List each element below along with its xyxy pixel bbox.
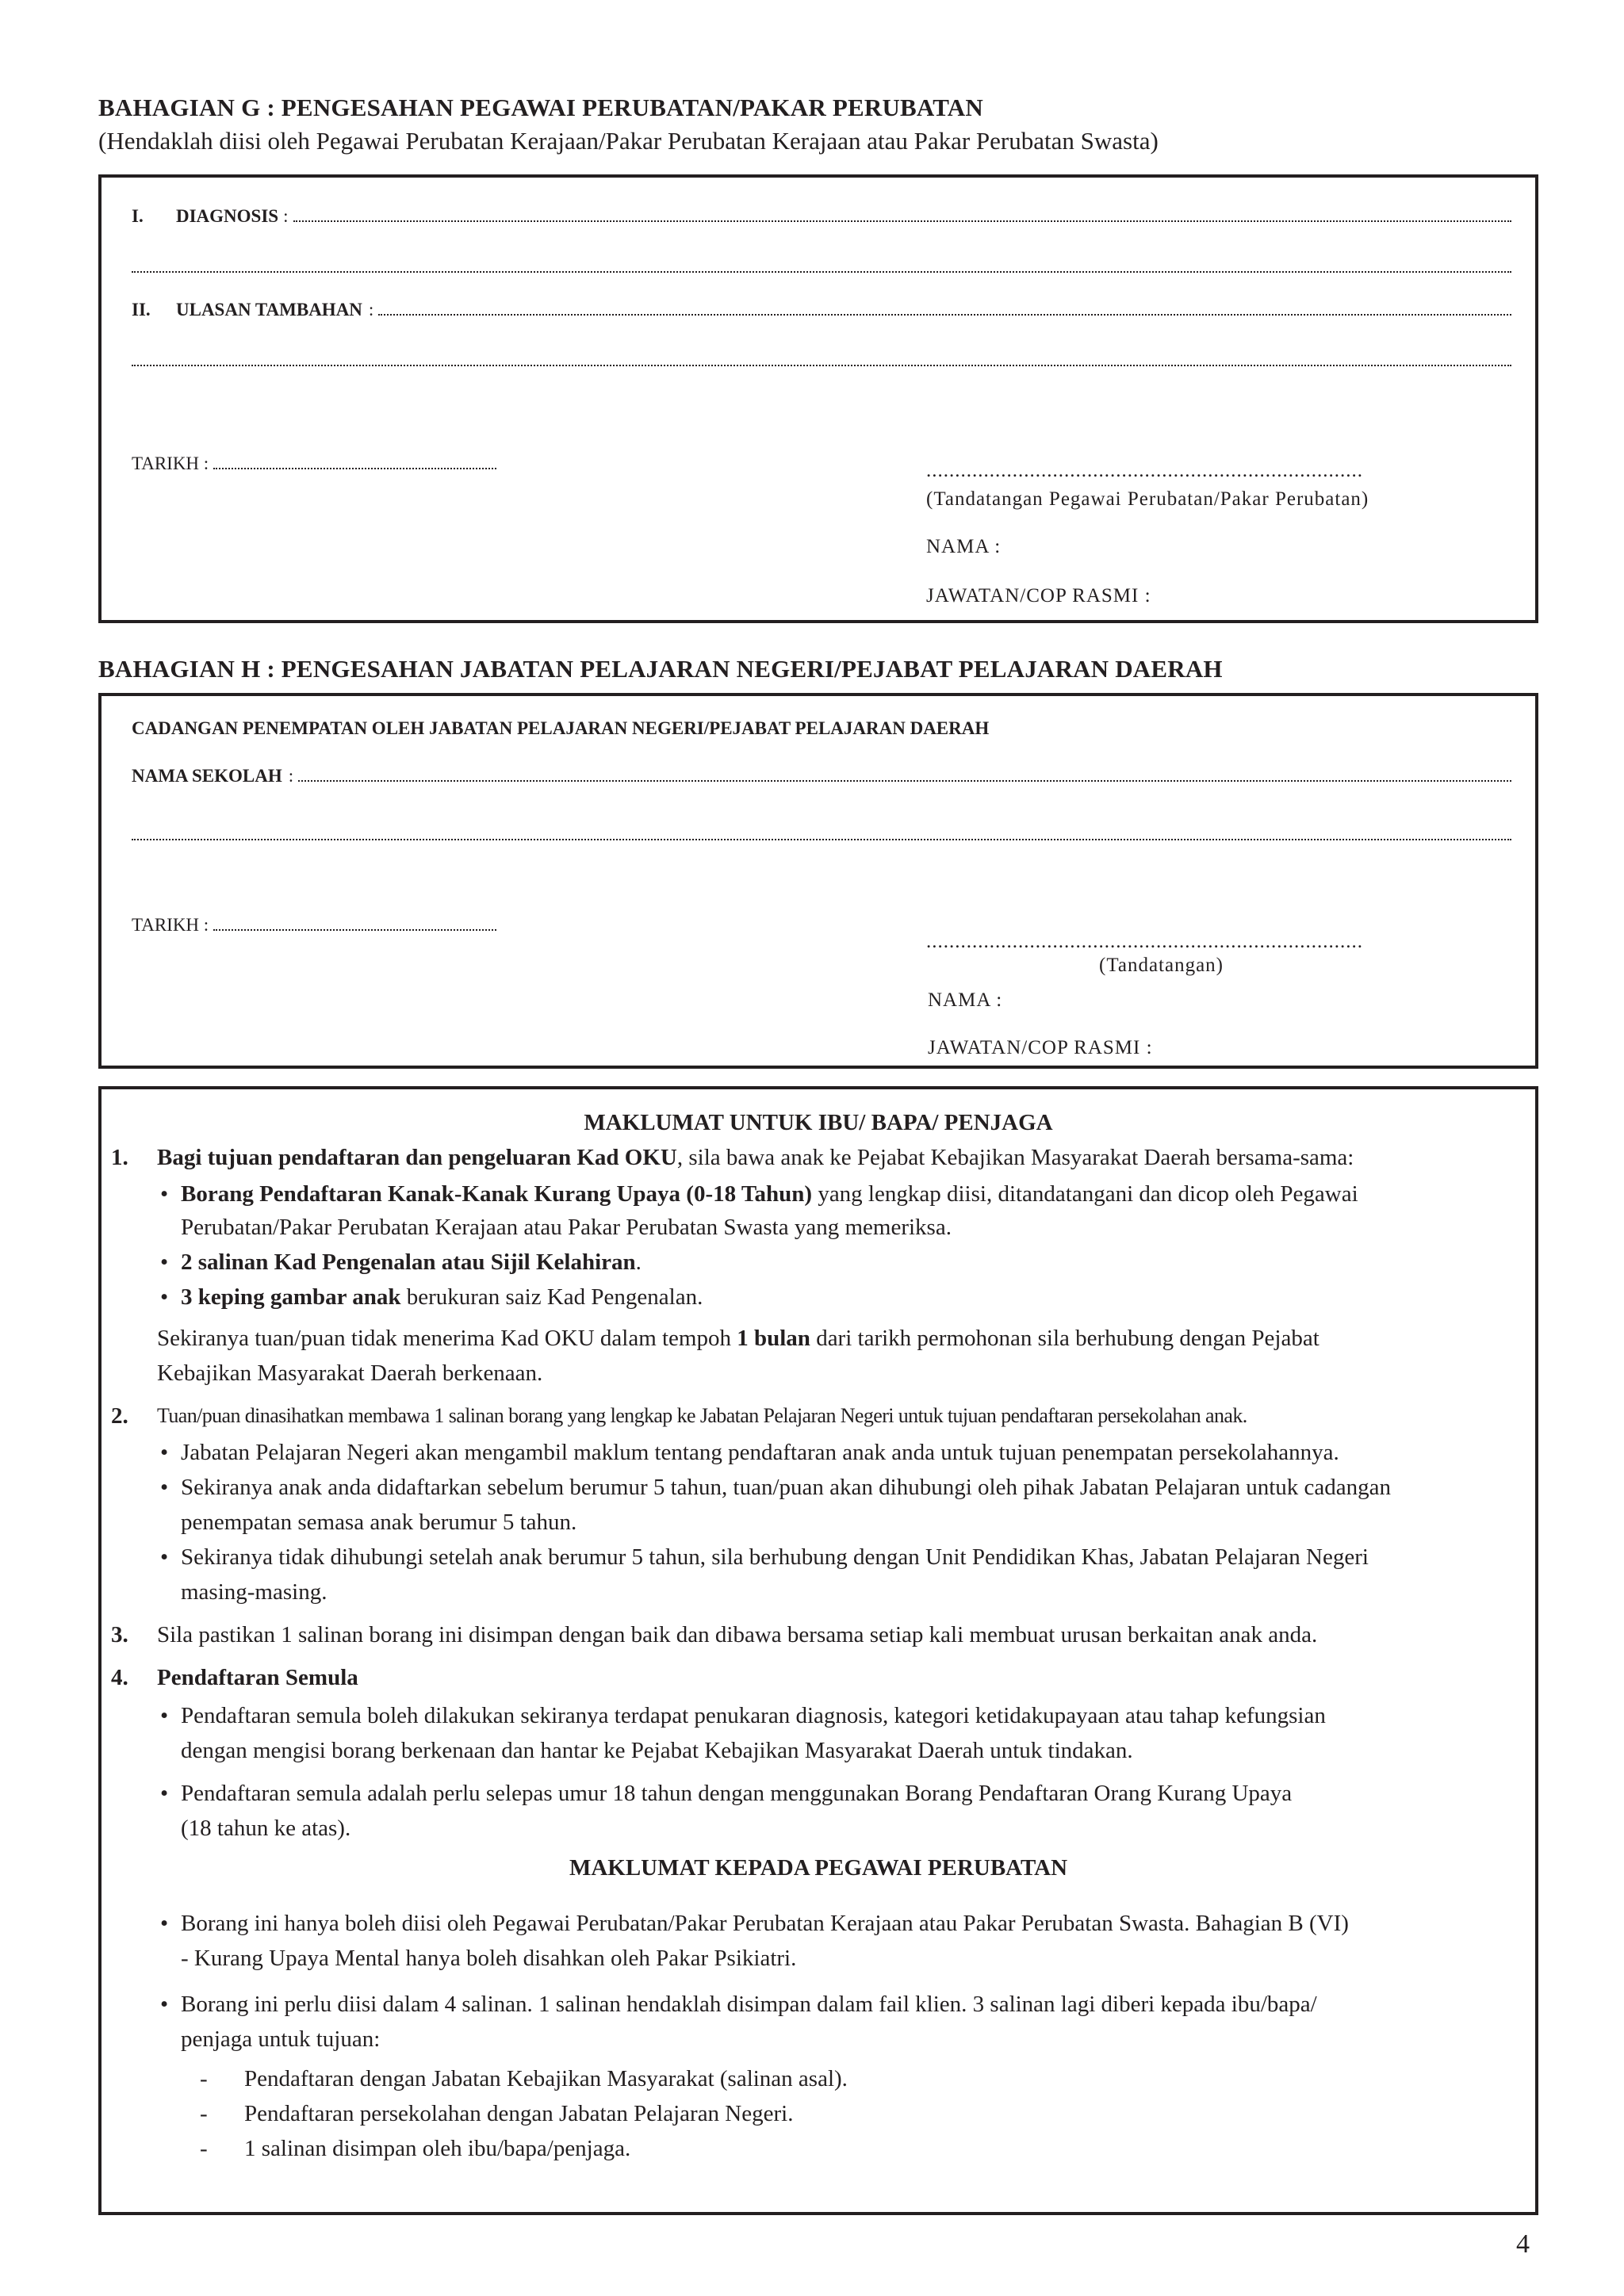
med-bullet-2: • bbox=[160, 1992, 169, 2017]
item1-num: 1. bbox=[111, 1145, 128, 1170]
item1-bullet-3: • bbox=[160, 1284, 169, 1310]
dash-1: - bbox=[200, 2066, 208, 2091]
item2-b3-line1: Sekiranya tidak dihubungi setelah anak berumur 5 tahun, sila berhubung dengan Unit Pendidikan Khas, Jabatan Pelajaran Negeri bbox=[181, 1544, 1369, 1570]
tarikh-label-h: TARIKH : bbox=[132, 915, 209, 935]
ulasan-field[interactable] bbox=[132, 300, 1511, 320]
diagnosis-label: DIAGNOSIS bbox=[176, 206, 279, 226]
cadangan-heading: CADANGAN PENEMPATAN OLEH JABATAN PELAJARAN NEGERI/PEJABAT PELAJARAN DAERAH bbox=[132, 718, 990, 738]
med-b1-line2: - Kurang Upaya Mental hanya boleh disahkan oleh Pakar Psikiatri. bbox=[181, 1946, 797, 1971]
nama-sekolah-line-2[interactable] bbox=[132, 839, 1511, 840]
info-box bbox=[98, 1086, 1538, 2215]
item4-bullet-2: • bbox=[160, 1781, 169, 1806]
item1-note-line1: Sekiranya tuan/puan tidak menerima Kad OKU dalam tempoh 1 bulan dari tarikh permohonan sila berhubung dengan Pejabat bbox=[157, 1326, 1320, 1351]
item4-b2-line1: Pendaftaran semula adalah perlu selepas umur 18 tahun dengan menggunakan Borang Pendaftaran Orang Kurang Upaya bbox=[181, 1781, 1293, 1806]
nama-sekolah-field[interactable] bbox=[132, 766, 1511, 786]
diagnosis-line-2[interactable] bbox=[132, 271, 1511, 273]
signature-caption-h: (Tandatangan) bbox=[1099, 955, 1224, 976]
item2-text: Tuan/puan dinasihatkan membawa 1 salinan borang yang lengkap ke Jabatan Pelajaran Negeri untuk tujuan pendaftaran persekolahan anak. bbox=[157, 1404, 1247, 1427]
section-h-title: BAHAGIAN H : PENGESAHAN JABATAN PELAJARAN NEGERI/PEJABAT PELAJARAN DAERAH bbox=[98, 655, 1223, 683]
item3-num: 3. bbox=[111, 1622, 128, 1647]
tarikh-label: TARIKH : bbox=[132, 453, 209, 473]
item2-b1: Jabatan Pelajaran Negeri akan mengambil maklum tentang pendaftaran anak anda untuk tujuan penempatan persekolahannya. bbox=[181, 1440, 1339, 1465]
item3-text: Sila pastikan 1 salinan borang ini disimpan dengan baik dan dibawa bersama setiap kali membuat urusan berkaitan anak anda. bbox=[157, 1622, 1318, 1647]
info-title-2: MAKLUMAT KEPADA PEGAWAI PERUBATAN bbox=[569, 1855, 1068, 1881]
item1-b3: 3 keping gambar anak berukuran saiz Kad Pengenalan. bbox=[181, 1284, 703, 1310]
section-g-title: BAHAGIAN G : PENGESAHAN PEGAWAI PERUBATAN/PAKAR PERUBATAN bbox=[98, 94, 983, 121]
med-b1-line1: Borang ini hanya boleh diisi oleh Pegawai Perubatan/Pakar Perubatan Kerajaan atau Pakar Perubatan Swasta. Bahagian B (VI) bbox=[181, 1911, 1349, 1936]
signature-dots-h[interactable]: ............................................................................ bbox=[926, 931, 1363, 952]
item4-title: Pendaftaran Semula bbox=[157, 1665, 358, 1690]
item1-b1-line2: Perubatan/Pakar Perubatan Kerajaan atau Pakar Perubatan Swasta yang memeriksa. bbox=[181, 1215, 952, 1240]
jawatan-label-h: JAWATAN/COP RASMI : bbox=[928, 1037, 1153, 1058]
item2-num: 2. bbox=[111, 1403, 128, 1429]
med-bullet-1: • bbox=[160, 1911, 169, 1936]
item4-bullet-1: • bbox=[160, 1703, 169, 1728]
nama-label-h: NAMA : bbox=[928, 989, 1003, 1011]
tarikh-field-g[interactable] bbox=[132, 453, 496, 474]
signature-caption-g: (Tandatangan Pegawai Perubatan/Pakar Perubatan) bbox=[926, 488, 1369, 510]
section-g-subtitle: (Hendaklah diisi oleh Pegawai Perubatan Kerajaan/Pakar Perubatan Kerajaan atau Pakar Perubatan Swasta) bbox=[98, 127, 1159, 155]
ulasan-line-2[interactable] bbox=[132, 365, 1511, 366]
dash-item-2: Pendaftaran persekolahan dengan Jabatan Pelajaran Negeri. bbox=[244, 2101, 794, 2126]
info-title: MAKLUMAT UNTUK IBU/ BAPA/ PENJAGA bbox=[584, 1110, 1053, 1135]
item4-b1-line1: Pendaftaran semula boleh dilakukan sekiranya terdapat penukaran diagnosis, kategori ketidakupayaan atau tahap kefungsian bbox=[181, 1703, 1326, 1728]
dash-item-3: 1 salinan disimpan oleh ibu/bapa/penjaga. bbox=[244, 2136, 631, 2161]
dash-item-1: Pendaftaran dengan Jabatan Kebajikan Masyarakat (salinan asal). bbox=[244, 2066, 848, 2091]
tarikh-field-h[interactable] bbox=[132, 915, 496, 936]
item2-bullet-3: • bbox=[160, 1544, 169, 1570]
diagnosis-colon: : bbox=[283, 206, 289, 226]
jawatan-label-g: JAWATAN/COP RASMI : bbox=[926, 585, 1151, 607]
item1-text: Bagi tujuan pendaftaran dan pengeluaran Kad OKU, sila bawa anak ke Pejabat Kebajikan Masyarakat Daerah bersama-sama: bbox=[157, 1145, 1354, 1170]
item2-bullet-2: • bbox=[160, 1475, 169, 1500]
item4-num: 4. bbox=[111, 1665, 128, 1690]
signature-dots-g[interactable]: ............................................................................ bbox=[926, 460, 1363, 481]
item1-note-line2: Kebajikan Masyarakat Daerah berkenaan. bbox=[157, 1360, 543, 1386]
item2-b2-line2: penempatan semasa anak berumur 5 tahun. bbox=[181, 1510, 577, 1535]
ulasan-label: ULASAN TAMBAHAN bbox=[176, 300, 362, 320]
item1-bullet-2: • bbox=[160, 1249, 169, 1275]
item2-bullet-1: • bbox=[160, 1440, 169, 1465]
section-h-box bbox=[98, 693, 1538, 1069]
item2-b3-line2: masing-masing. bbox=[181, 1579, 327, 1605]
diagnosis-field[interactable] bbox=[132, 206, 1511, 227]
section-g-box bbox=[98, 174, 1538, 623]
item4-b1-line2: dengan mengisi borang berkenaan dan hantar ke Pejabat Kebajikan Masyarakat Daerah untuk tindakan. bbox=[181, 1738, 1133, 1763]
med-b2-line1: Borang ini perlu diisi dalam 4 salinan. 1 salinan hendaklah disimpan dalam fail klien. 3 salinan lagi diberi kepada ibu/bapa/ bbox=[181, 1992, 1317, 2017]
item4-b2-line2: (18 tahun ke atas). bbox=[181, 1816, 351, 1841]
ulasan-num: II. bbox=[132, 300, 151, 320]
item1-b1-line1: Borang Pendaftaran Kanak-Kanak Kurang Upaya (0-18 Tahun) yang lengkap diisi, ditandatangani dan dicop oleh Pegawai bbox=[181, 1181, 1358, 1207]
item1-bullet-1: • bbox=[160, 1181, 169, 1207]
nama-label-g: NAMA : bbox=[926, 536, 1002, 557]
dash-2: - bbox=[200, 2101, 208, 2126]
nama-sekolah-colon: : bbox=[288, 766, 294, 786]
med-b2-line2: penjaga untuk tujuan: bbox=[181, 2026, 381, 2052]
dash-3: - bbox=[200, 2136, 208, 2161]
diagnosis-num: I. bbox=[132, 206, 144, 226]
page-number: 4 bbox=[1516, 2229, 1530, 2259]
item2-b2-line1: Sekiranya anak anda didaftarkan sebelum berumur 5 tahun, tuan/puan akan dihubungi oleh pihak Jabatan Pelajaran untuk cadangan bbox=[181, 1475, 1392, 1500]
ulasan-colon: : bbox=[368, 300, 374, 320]
nama-sekolah-label: NAMA SEKOLAH bbox=[132, 766, 282, 786]
item1-b2: 2 salinan Kad Pengenalan atau Sijil Kelahiran. bbox=[181, 1249, 642, 1275]
